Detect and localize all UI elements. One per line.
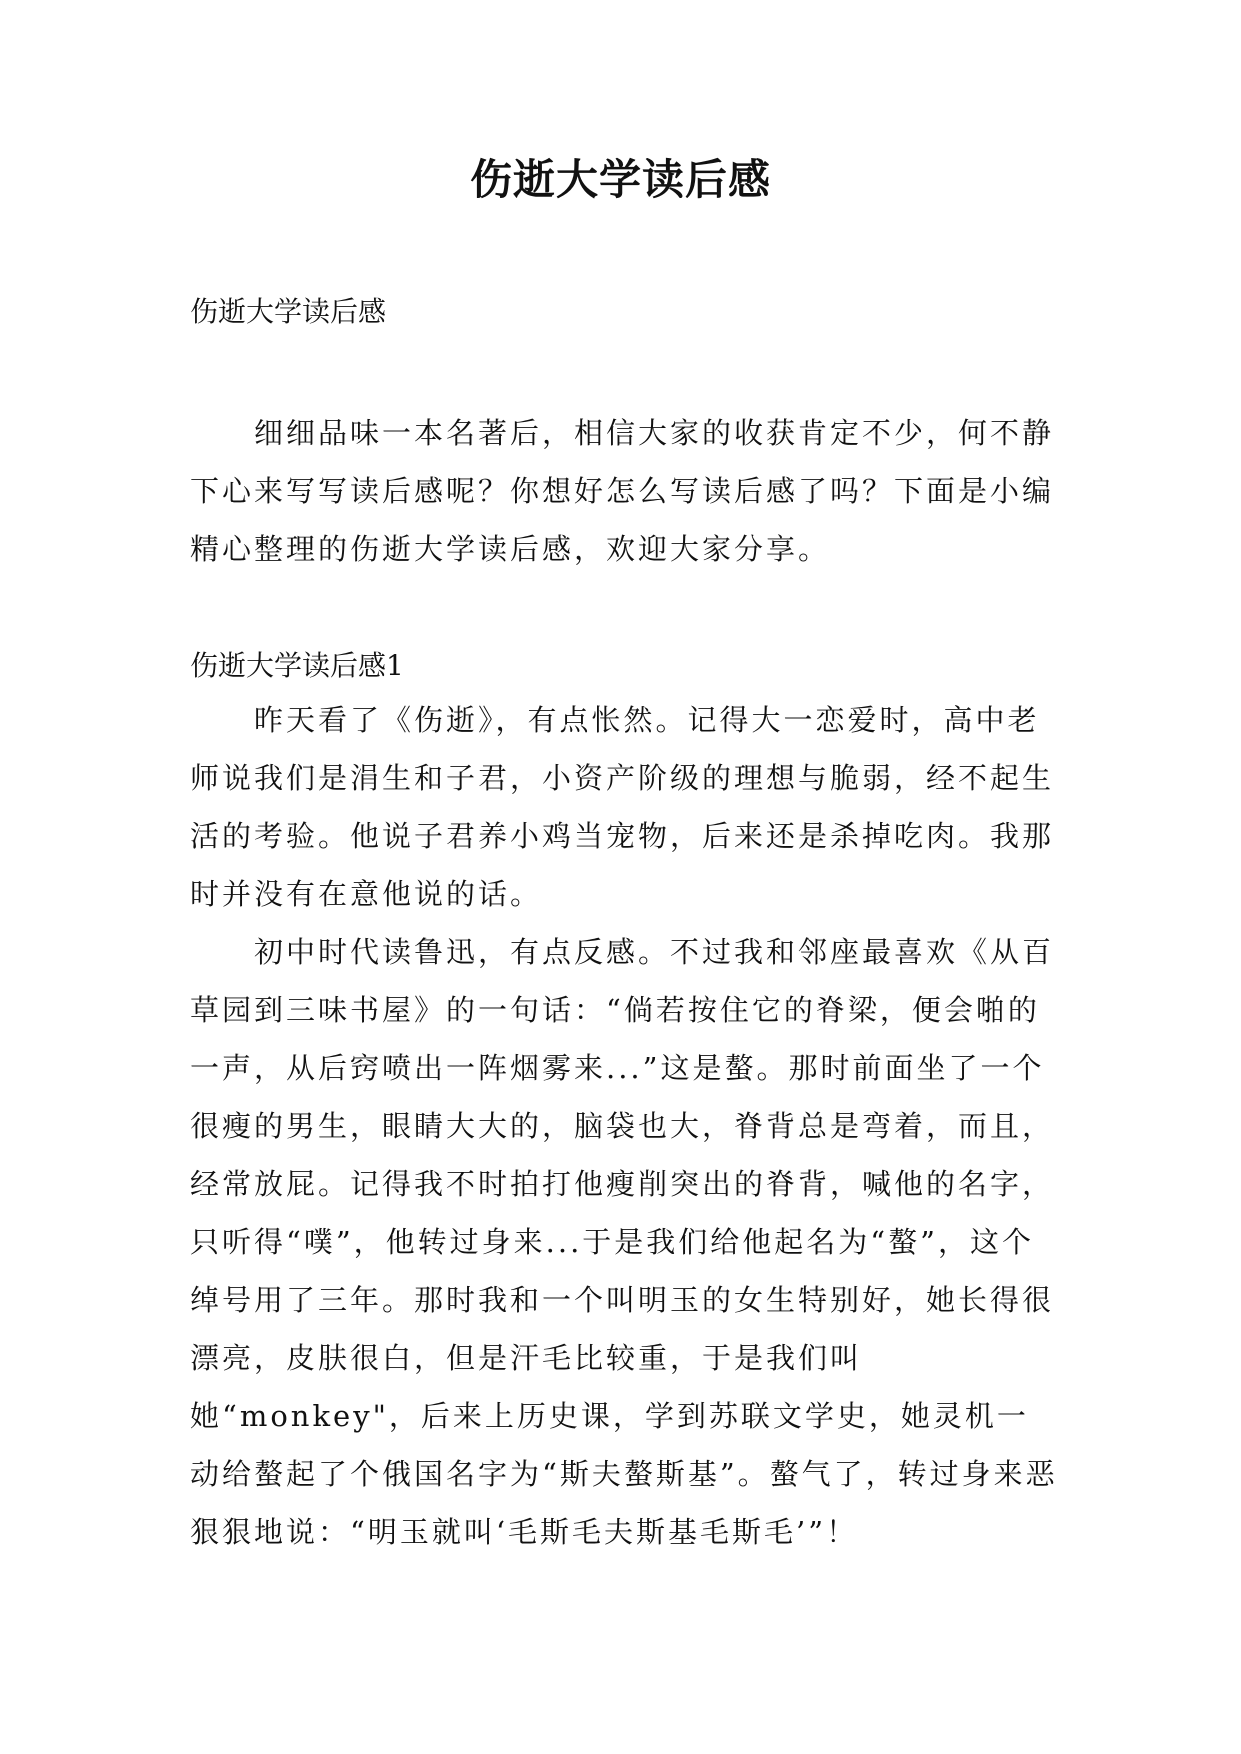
intro-paragraph: 细细品味一本名著后，相信大家的收获肯定不少，何不静下心来写写读后感呢？你想好怎么写读后感了吗？下面是小编精心整理的伤逝大学读后感，欢迎大家分享。 xyxy=(190,416,1055,566)
body-paragraph-2: 初中时代读鲁迅，有点反感。不过我和邻座最喜欢《从百草园到三味书屋》的一句话：“倘若按住它的脊梁，便会啪的一声，从后窍喷出一阵烟雾来...”这是螯。那时前面坐了一个很瘦的男生，眼睛大大的，脑袋也大，脊背总是弯着，而且，经常放屁。记得我不时拍打他瘦削突出的脊背，喊他的名字，只听得“噗”，他转过身来...于是我们给他起名为“螯”，这个绰号用了三年。那时我和一个叫明玉的女生特别好，她长得很漂亮，皮肤很白，但是汗毛比较重，于是我们叫她“monkey"，后来上历史课，学到苏联文学史，她灵机一动给螯起了个俄国名字为“斯夫螯斯基”。螯气了，转过身来恶狠狠地说：“明玉就叫‘毛斯毛夫斯基毛斯毛’”！ xyxy=(190,935,1058,1549)
body-paragraph-1: 昨天看了《伤逝》，有点怅然。记得大一恋爱时，高中老师说我们是涓生和子君，小资产阶级的理想与脆弱，经不起生活的考验。他说子君养小鸡当宠物，后来还是杀掉吃肉。我那时并没有在意他说的话。 xyxy=(190,703,1055,911)
document-subtitle: 伤逝大学读后感 xyxy=(190,295,387,328)
section-heading: 伤逝大学读后感1 xyxy=(190,649,404,682)
document-title: 伤逝大学读后感 xyxy=(469,155,771,204)
